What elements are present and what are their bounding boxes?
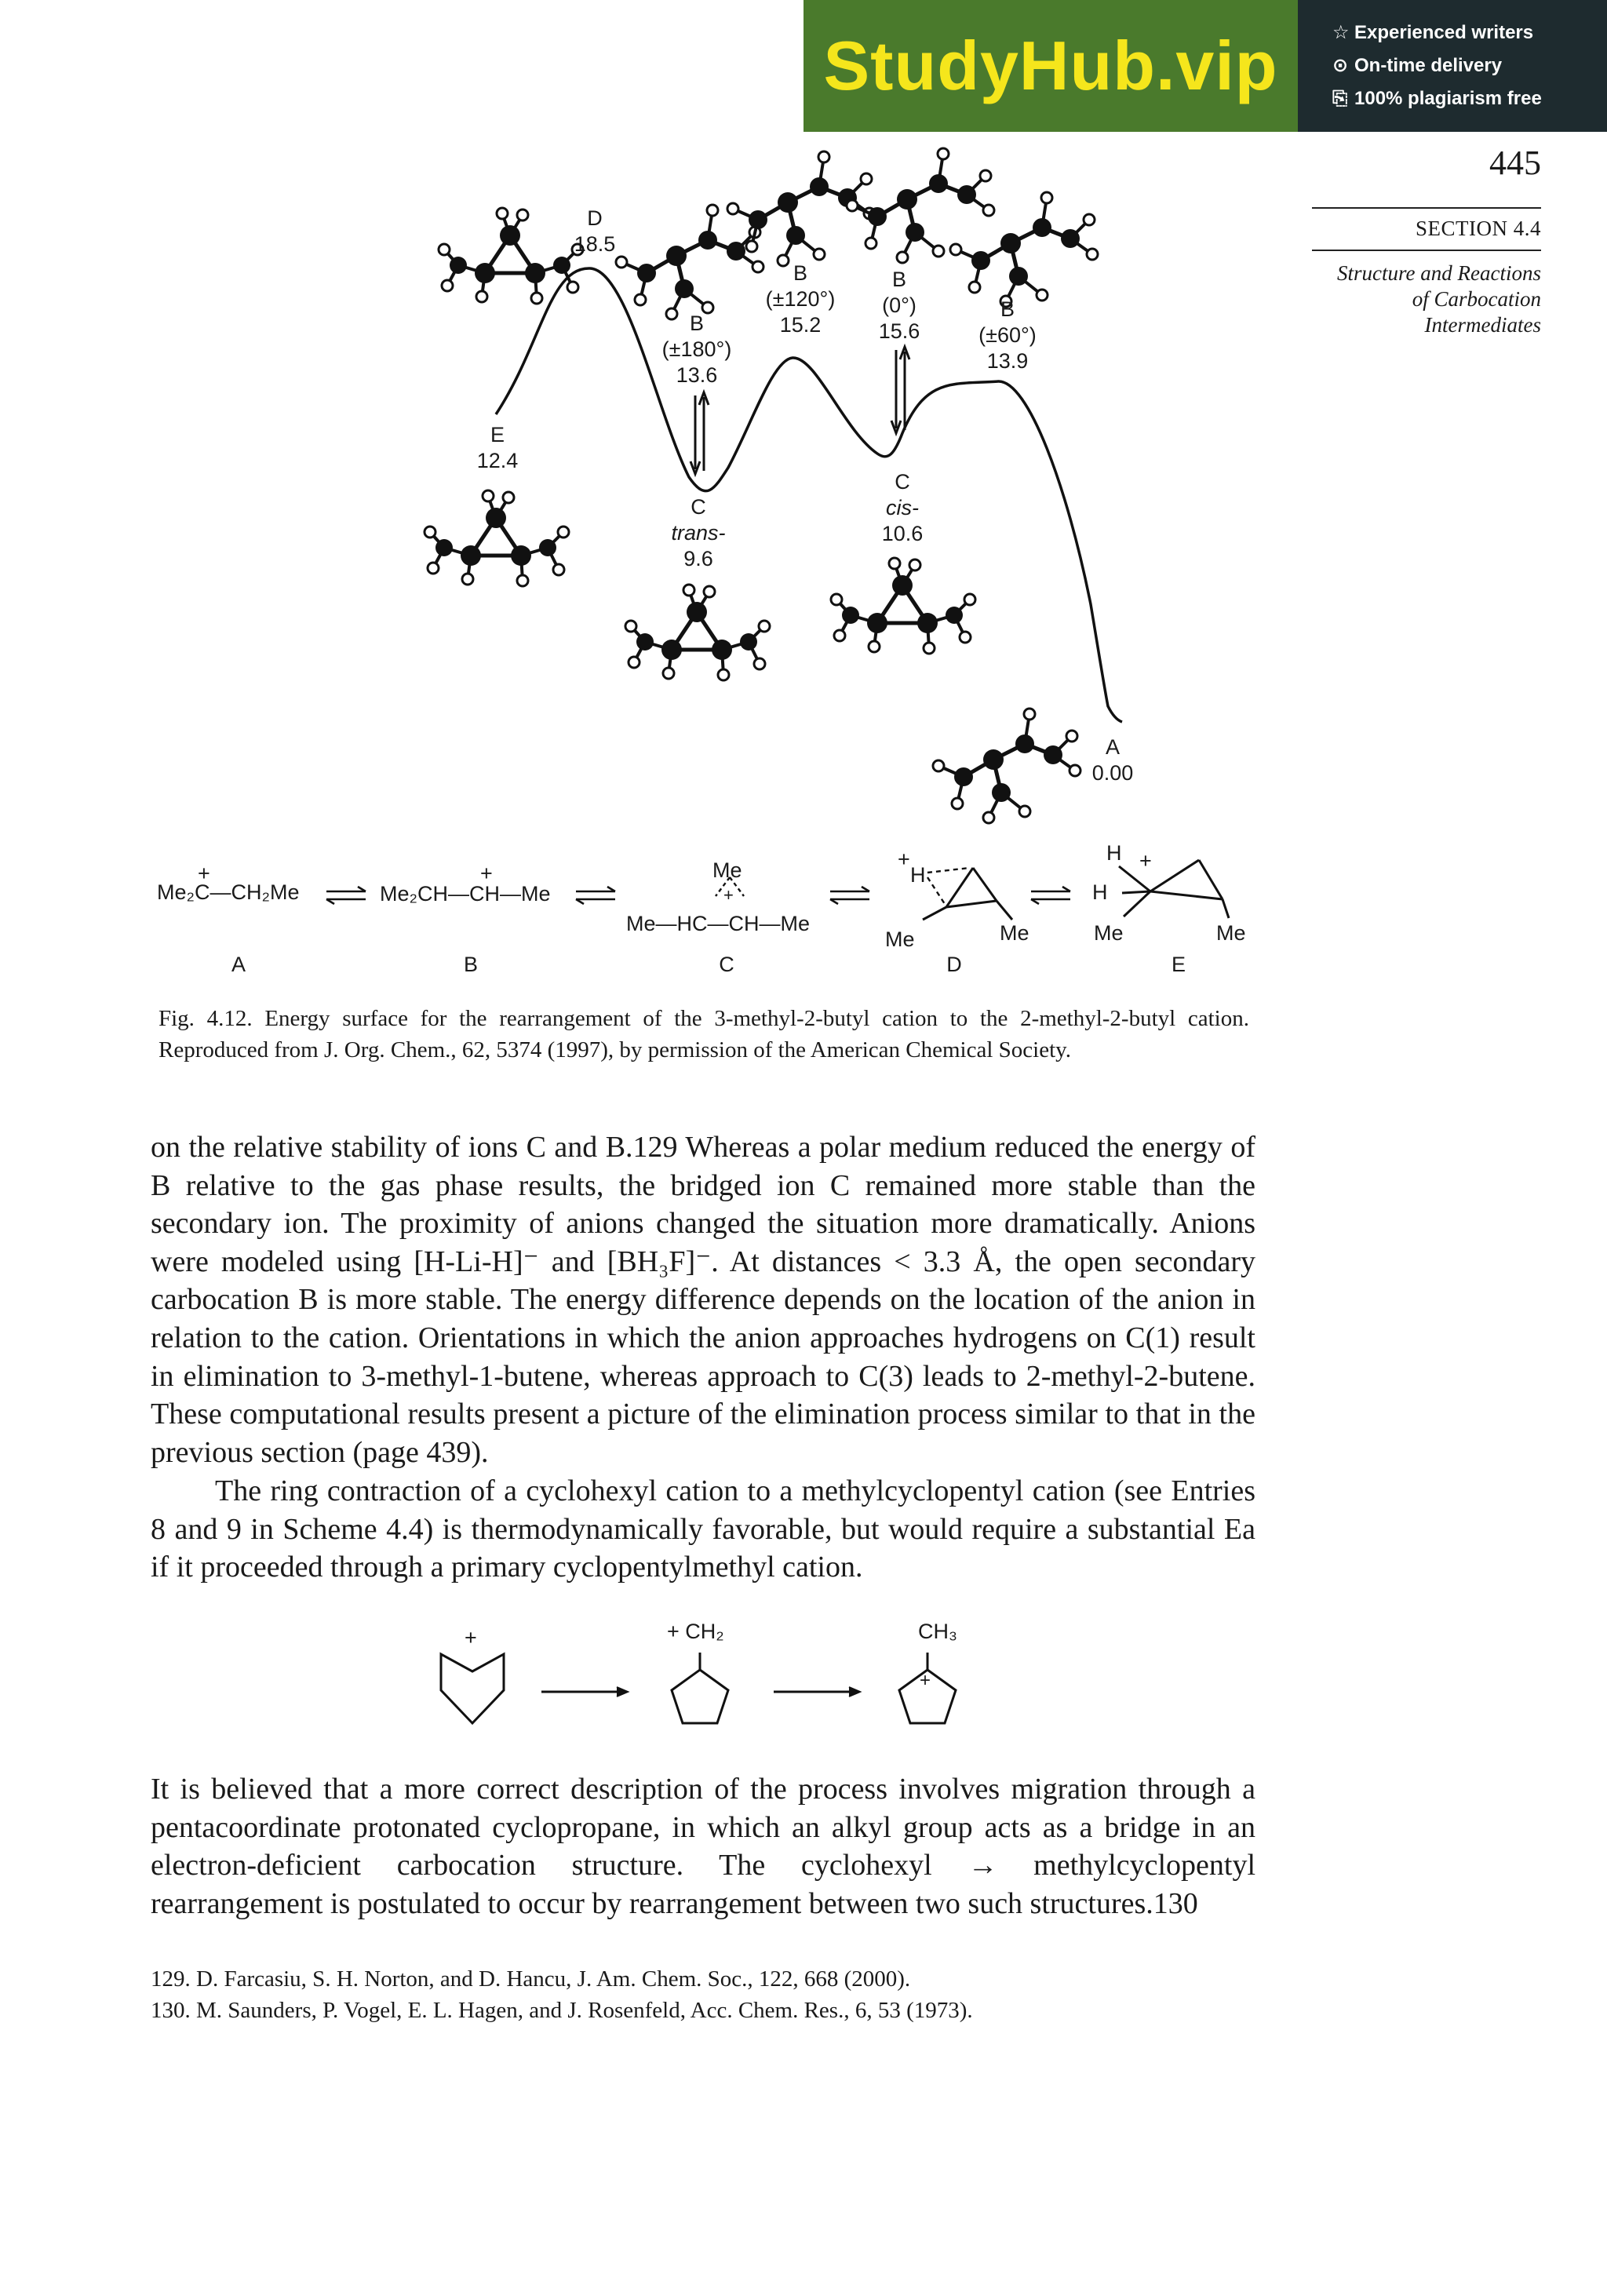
cyclopentane-ring (672, 1670, 728, 1723)
paragraph-3: It is believed that a more correct description of the process involves migration through a pentacoordinate protonated cyclopropane, in which an alkyl group acts as a bridge in an electron-deficient carbocation structure. The cyclohexyl → methylcyclopentyl rearrangement is postulated to occur by rearrangement between two such structures.130 (151, 1773, 1255, 1920)
scheme-plus-d: + (898, 847, 910, 871)
feature-item: ⊙ On-time delivery (1332, 49, 1607, 82)
energy-label-c-cis: C cis- 10.6 (881, 470, 924, 545)
copy-icon: ⎘ (1332, 88, 1348, 109)
figure-caption: Fig. 4.12. Energy surface for the rearrangement of the 3-methyl-2-butyl cation to the 2-methyl-2-butyl cation. Reproduced from J. Org. Chem., 62, 5374 (1997), by permission of the American Chemical Society. (159, 1006, 1249, 1062)
scheme-letter-e: E (1171, 953, 1186, 976)
scheme-h-d: H (910, 863, 926, 887)
ring-plus-methylcyclopentyl: + (920, 1670, 931, 1691)
page-number: 445 (1489, 144, 1541, 182)
clock-icon: ⊙ (1332, 55, 1349, 76)
energy-surface-figure (0, 0, 1607, 832)
scheme-letter-c: C (719, 953, 734, 976)
equilibrium-arrow-cd (830, 887, 869, 904)
structure-b0 (847, 148, 994, 263)
scheme-h-e-top: H (1106, 841, 1122, 865)
scheme-plus-c: + (723, 885, 734, 905)
ring-ch3-label: CH₃ (918, 1620, 957, 1643)
structure-d-ring (923, 868, 1012, 920)
star-icon: ☆ (1332, 22, 1350, 43)
structure-e (425, 490, 569, 586)
scheme-letter-d: D (946, 953, 962, 976)
cyclohexane-ring (441, 1654, 504, 1723)
structure-b60 (950, 192, 1098, 307)
scheme-plus-b: + (480, 862, 493, 885)
energy-label-a: A 0.00 (1091, 735, 1134, 785)
energy-label-b0: B (0°) 15.6 (878, 268, 920, 343)
equilibrium-arrow-ab (326, 887, 366, 904)
scheme-plus-e: + (1139, 849, 1152, 873)
arrow-icon (617, 1687, 628, 1696)
scheme-species-c: Me—HC—CH—Me (626, 912, 811, 935)
paragraph-1: on the relative stability of ions C and B.129 Whereas a polar medium reduced the energy of B relative to the gas phase results, the bridged ion C remained more stable than the secondary ion. The proximity of anions changed the situation more dramatically. Anions were modeled using [H-Li-H]⁻ and [BH₃F]⁻. At distances < 3.3 Å, the open secondary carbocation B is more stable. The energy difference depends on the location of the anion in relation to the cation. Orientations in which the anion approaches hydrogens on C(1) result in elimination to 3-methyl-1-butene, whereas approach to C(3) leads to 2-methyl-2-butene. These computational results present a picture of the elimination process similar to that in the previous section (page 439). (151, 1131, 1255, 1469)
structure-c-cis (831, 558, 975, 654)
ring-plus-cyclohexyl: + (465, 1626, 477, 1649)
scheme-species-a: Me₂C—CH₂Me (157, 880, 300, 904)
scheme-c-me: Me (712, 858, 742, 882)
scheme-me-d2: Me (1000, 921, 1029, 945)
running-title: Structure and Reactions of Carbocation Intermediates (1337, 261, 1541, 337)
scheme-me-e2: Me (1216, 921, 1246, 945)
energy-label-c-trans: C trans- 9.6 (671, 495, 726, 570)
scheme-me-e1: Me (1094, 921, 1124, 945)
feature-item: ☆ Experienced writers (1332, 16, 1607, 49)
energy-label-b60: B (±60°) 13.9 (978, 297, 1037, 373)
equilibrium-arrow-bc (576, 887, 615, 904)
energy-label-b120: B (±120°) 15.2 (765, 261, 836, 337)
scheme-letter-a: A (231, 953, 246, 976)
section-label: SECTION 4.4 (1416, 217, 1541, 240)
scheme-h-e: H (1092, 880, 1108, 904)
scheme-plus-a: + (198, 862, 210, 885)
arrow-icon (849, 1687, 860, 1696)
energy-label-d: D 18.5 (574, 206, 616, 256)
energy-label-e: E 12.4 (476, 423, 519, 472)
structure-e-ring (1119, 860, 1229, 918)
scheme-letter-b: B (463, 953, 478, 976)
scheme-species-b: Me₂CH—CH—Me (380, 882, 551, 906)
structure-d-dashes (927, 868, 970, 904)
footnote-130: 130. M. Saunders, P. Vogel, E. L. Hagen, and J. Rosenfeld, Acc. Chem. Res., 6, 53 (1973). (151, 1998, 973, 2023)
feature-item: ⎘ 100% plagiarism free (1332, 82, 1607, 115)
scheme-me-d1: Me (885, 928, 915, 951)
energy-label-b180: B (±180°) 13.6 (661, 312, 732, 387)
brand-name: StudyHub.vip (823, 27, 1278, 104)
ring-contraction-scheme (0, 1601, 1607, 1742)
paragraph-2: The ring contraction of a cyclohexyl cation to a methylcyclopentyl cation (see Entries 8 and 9 in Scheme 4.4) is thermodynamically favorable, but would require a substantial Ea if it proceeded through a primary cyclopentylmethyl cation. (151, 1474, 1255, 1584)
ring-ch2-label: + CH₂ (667, 1620, 724, 1643)
structure-c-trans (625, 585, 770, 680)
footnote-129: 129. D. Farcasiu, S. H. Norton, and D. Hancu, J. Am. Chem. Soc., 122, 668 (2000). (151, 1966, 911, 1992)
equilibrium-arrow-de (1031, 887, 1070, 904)
